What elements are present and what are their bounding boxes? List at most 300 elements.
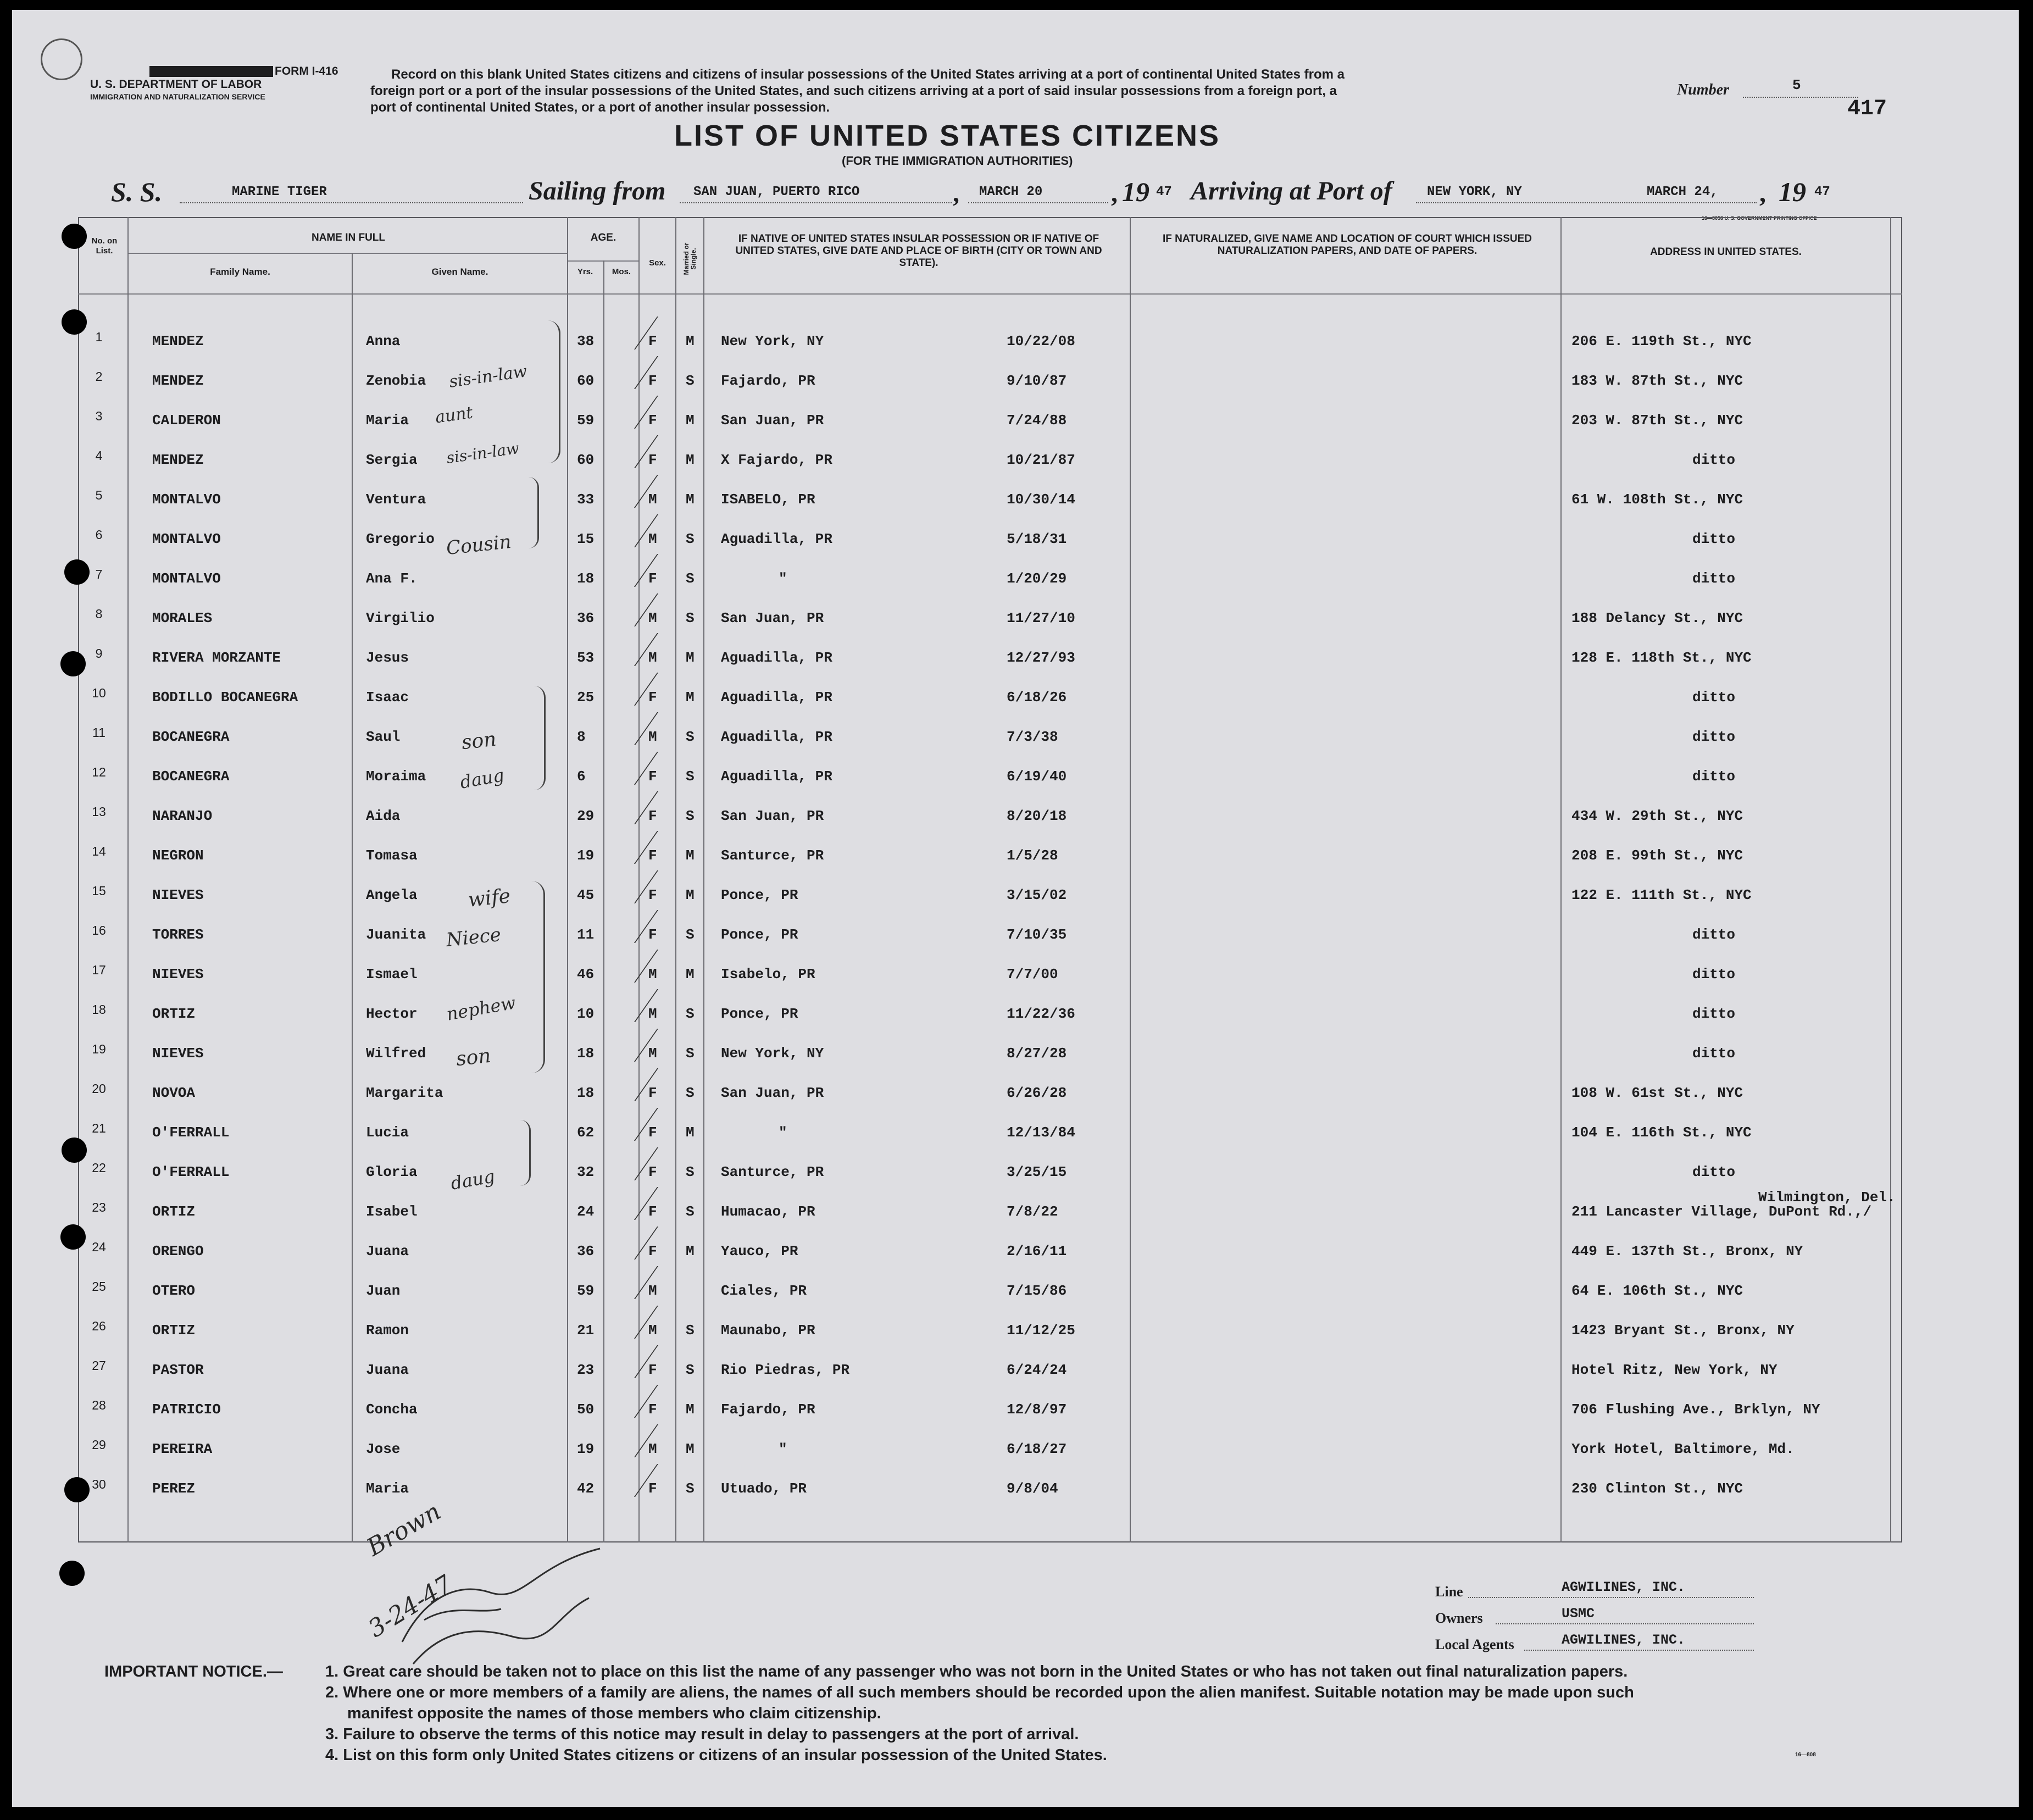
notice-item-4: 4. List on this form only United States citizens or citizens of an insular possession of the United States. (325, 1746, 1107, 1764)
table-row (12, 923, 2019, 943)
birth-place: ISABELO, PR (721, 491, 815, 508)
family-name: MONTALVO (152, 531, 221, 547)
notice-item-1: 1. Great care should be taken not to place on this list the name of any passenger who was not born in the United States or who has not taken out final naturalization papers. (325, 1663, 1628, 1680)
age-years: 36 (577, 610, 595, 626)
birth-date: 11/27/10 (1007, 610, 1075, 626)
row-number: 12 (92, 765, 106, 779)
row-number: 27 (92, 1358, 106, 1373)
table-row (12, 1358, 2019, 1378)
age-years: 10 (577, 1006, 595, 1022)
handwritten-note: nephew (445, 992, 518, 1025)
sex: M (648, 1441, 657, 1457)
row-number: 6 (95, 528, 103, 542)
birth-date: 6/18/27 (1007, 1441, 1067, 1457)
given-name: Isabel (366, 1203, 418, 1220)
us-address: 188 Delancy St., NYC (1571, 610, 1743, 626)
family-name: NIEVES (152, 887, 204, 903)
sex: M (648, 1006, 657, 1022)
sex: M (648, 650, 657, 666)
table-row (12, 448, 2019, 468)
notice-item-2: 2. Where one or more members of a family are aliens, the names of all such members should be recorded upon the alien manifest. Suitable notation may be made upon such (325, 1684, 1634, 1701)
age-years: 15 (577, 531, 595, 547)
handwritten-note: aunt (434, 403, 474, 428)
line-value: AGWILINES, INC. (1562, 1579, 1686, 1595)
circled-mark (41, 38, 82, 80)
family-name: MORALES (152, 610, 213, 626)
family-name: NOVOA (152, 1085, 196, 1101)
row-number: 26 (92, 1319, 106, 1333)
department: U. S. DEPARTMENT OF LABOR (90, 78, 262, 91)
sex: F (648, 1085, 657, 1101)
punch-hole (59, 1561, 85, 1586)
arrival-year-prefix: 19 (1779, 176, 1806, 207)
row-number: 23 (92, 1200, 106, 1214)
table-row (12, 1477, 2019, 1497)
bracket-mark (520, 1120, 531, 1186)
family-name: ORENGO (152, 1243, 204, 1259)
table-row (12, 330, 2019, 349)
row-number: 18 (92, 1002, 106, 1017)
table-row (12, 1240, 2019, 1259)
given-name: Ventura (366, 491, 426, 508)
handwritten-note: son (455, 1044, 492, 1071)
birth-date: 12/13/84 (1007, 1124, 1075, 1141)
marital-status: M (686, 491, 695, 508)
given-name: Wilfred (366, 1045, 426, 1062)
marital-status: S (686, 373, 695, 389)
row-number: 1 (95, 330, 103, 344)
given-name: Isaac (366, 689, 409, 706)
birth-date: 3/15/02 (1007, 887, 1067, 903)
bracket-mark (548, 320, 560, 463)
age-years: 62 (577, 1124, 595, 1141)
row-number: 11 (92, 725, 105, 740)
sex: F (648, 1243, 657, 1259)
us-address: 449 E. 137th St., Bronx, NY (1571, 1243, 1803, 1259)
given-name: Juana (366, 1243, 409, 1259)
birth-place: Fajardo, PR (721, 1401, 815, 1418)
local-agents-value: AGWILINES, INC. (1562, 1632, 1686, 1648)
sex: F (648, 1203, 657, 1220)
us-address: 108 W. 61st St., NYC (1571, 1085, 1743, 1101)
birth-date: 9/8/04 (1007, 1480, 1058, 1497)
us-address: ditto (1692, 1045, 1736, 1062)
footer-code: 16—808 (1795, 1752, 1816, 1758)
marital-status: M (686, 650, 695, 666)
ss-label: S. S. (111, 176, 163, 207)
birth-date: 10/30/14 (1007, 491, 1075, 508)
marital-status: S (686, 926, 695, 943)
notice-item-3: 3. Failure to observe the terms of this notice may result in delay to passengers at the port of arrival. (325, 1725, 1079, 1743)
manifest-sheet (12, 10, 2019, 1807)
marital-status: M (686, 333, 695, 349)
signature-scribble (391, 1532, 611, 1675)
sex: M (648, 1322, 657, 1339)
birth-place: San Juan, PR (721, 1085, 824, 1101)
col-header-name-in-full: NAME IN FULL (311, 232, 386, 243)
birth-place: Humacao, PR (721, 1203, 815, 1220)
marital-status: M (686, 847, 695, 864)
us-address: 61 W. 108th St., NYC (1571, 491, 1743, 508)
marital-status: M (686, 1124, 695, 1141)
owners-underline (1496, 1623, 1754, 1624)
birth-date: 8/20/18 (1007, 808, 1067, 824)
given-name: Saul (366, 729, 401, 745)
sex: F (648, 1164, 657, 1180)
table-row (12, 1200, 2019, 1220)
bracket-mark (531, 881, 545, 1073)
form-label: FORM I-416 (275, 65, 338, 77)
birth-date: 3/25/15 (1007, 1164, 1067, 1180)
us-address: 128 E. 118th St., NYC (1571, 650, 1752, 666)
birth-place: Utuado, PR (721, 1480, 807, 1497)
birth-place: Santurce, PR (721, 1164, 824, 1180)
family-name: MONTALVO (152, 491, 221, 508)
us-address: 706 Flushing Ave., Brklyn, NY (1571, 1401, 1820, 1418)
birth-date: 1/5/28 (1007, 847, 1058, 864)
address-extra: Wilmington, Del. (1758, 1189, 1896, 1206)
family-name: PEREIRA (152, 1441, 213, 1457)
age-years: 59 (577, 412, 595, 429)
sex: F (648, 412, 657, 429)
birth-date: 1/20/29 (1007, 570, 1067, 587)
col-header-given: Given Name. (431, 267, 488, 277)
sex: M (648, 966, 657, 983)
age-years: 33 (577, 491, 595, 508)
col-header-married: Married or Single. (682, 242, 697, 275)
handwritten-note: sis-in-law (448, 362, 529, 392)
family-name: CALDERON (152, 412, 221, 429)
family-name: BODILLO BOCANEGRA (152, 689, 298, 706)
birth-date: 12/8/97 (1007, 1401, 1067, 1418)
given-name: Hector (366, 1006, 418, 1022)
age-years: 60 (577, 452, 595, 468)
age-years: 18 (577, 570, 595, 587)
instructions-line-1: Record on this blank United States citizens and citizens of insular possessions of the United States arriving at a port of continental United States from a (391, 67, 1345, 82)
birth-date: 6/24/24 (1007, 1362, 1067, 1378)
marital-status: S (686, 1164, 695, 1180)
us-address: 206 E. 119th St., NYC (1571, 333, 1752, 349)
table-row (12, 725, 2019, 745)
given-name: Maria (366, 1480, 409, 1497)
row-number: 2 (95, 369, 103, 384)
punch-hole (62, 1138, 87, 1163)
birth-date: 10/21/87 (1007, 452, 1075, 468)
birth-place: Ciales, PR (721, 1283, 807, 1299)
arriving-label: Arriving at Port of (1191, 176, 1392, 206)
col-header-age: AGE. (590, 232, 616, 243)
family-name: NIEVES (152, 1045, 204, 1062)
birth-place: " (779, 1124, 787, 1141)
birth-date: 7/7/00 (1007, 966, 1058, 983)
birth-date: 7/10/35 (1007, 926, 1067, 943)
marital-status: S (686, 768, 695, 785)
given-name: Moraima (366, 768, 426, 785)
marital-status: M (686, 887, 695, 903)
row-number: 7 (95, 567, 103, 581)
table-row (12, 765, 2019, 785)
sex: M (648, 610, 657, 626)
birth-place: New York, NY (721, 1045, 824, 1062)
marital-status: M (686, 1441, 695, 1457)
handwritten-note: wife (467, 885, 512, 912)
birth-date: 6/19/40 (1007, 768, 1067, 785)
marital-status: M (686, 1243, 695, 1259)
family-name: OTERO (152, 1283, 196, 1299)
sex: M (648, 1283, 657, 1299)
comma-1: , (953, 179, 959, 208)
table-row (12, 963, 2019, 983)
family-name: ORTIZ (152, 1322, 196, 1339)
table-row (12, 1398, 2019, 1418)
sailing-date-line (968, 202, 1108, 203)
us-address: 434 W. 29th St., NYC (1571, 808, 1743, 824)
birth-place: " (779, 570, 787, 587)
handwritten-note: daug (458, 764, 506, 793)
row-number: 4 (95, 448, 103, 463)
marital-status: S (686, 570, 695, 587)
birth-place: Ponce, PR (721, 926, 798, 943)
birth-place: New York, NY (721, 333, 824, 349)
marital-status: S (686, 610, 695, 626)
birth-place: San Juan, PR (721, 808, 824, 824)
birth-place: Ponce, PR (721, 1006, 798, 1022)
bracket-mark (529, 477, 539, 548)
col-header-address: ADDRESS IN UNITED STATES. (1650, 246, 1802, 258)
marital-status: M (686, 966, 695, 983)
age-years: 19 (577, 1441, 595, 1457)
row-number: 22 (92, 1161, 106, 1175)
handwritten-note: son (460, 728, 498, 754)
col-header-sex: Sex. (649, 258, 666, 268)
given-name: Ramon (366, 1322, 409, 1339)
birth-place: Ponce, PR (721, 887, 798, 903)
ship-name: MARINE TIGER (232, 185, 327, 199)
arrival-date: MARCH 24, (1647, 185, 1718, 199)
age-years: 29 (577, 808, 595, 824)
marital-status: S (686, 808, 695, 824)
sailing-year-prefix: 19 (1122, 176, 1149, 207)
table-row (12, 1319, 2019, 1339)
handwritten-note: sis-in-law (445, 439, 520, 468)
birth-date: 11/12/25 (1007, 1322, 1075, 1339)
marital-status: S (686, 1203, 695, 1220)
marital-status: M (686, 1401, 695, 1418)
family-name: O'FERRALL (152, 1164, 230, 1180)
number-label: Number (1677, 81, 1729, 98)
age-years: 45 (577, 887, 595, 903)
col-header-naturalized: IF NATURALIZED, GIVE NAME AND LOCATION OF COURT WHICH ISSUED NATURALIZATION PAPERS, AND DATE OF PAPERS. (1162, 233, 1532, 257)
given-name: Margarita (366, 1085, 443, 1101)
page-number: 417 (1847, 97, 1887, 121)
birth-date: 12/27/93 (1007, 650, 1075, 666)
sailing-year: 47 (1156, 185, 1172, 199)
sailing-label: Sailing from (529, 176, 666, 206)
instructions-line-2: foreign port or a port of the insular possessions of the United States, and such citizens arriving at a port of said insular possessions from a foreign port, a (370, 84, 1337, 98)
table-row (12, 567, 2019, 587)
age-years: 53 (577, 650, 595, 666)
family-name: MENDEZ (152, 373, 204, 389)
table-row (12, 1161, 2019, 1180)
family-name: PATRICIO (152, 1401, 221, 1418)
table-row (12, 1081, 2019, 1101)
birth-date: 7/8/22 (1007, 1203, 1058, 1220)
given-name: Lucia (366, 1124, 409, 1141)
service: IMMIGRATION AND NATURALIZATION SERVICE (90, 92, 265, 101)
family-name: O'FERRALL (152, 1124, 230, 1141)
us-address: 64 E. 106th St., NYC (1571, 1283, 1743, 1299)
number-line (1743, 97, 1858, 98)
birth-place: Santurce, PR (721, 847, 824, 864)
punch-hole (62, 224, 87, 249)
us-address: 230 Clinton St., NYC (1571, 1480, 1743, 1497)
row-number: 28 (92, 1398, 106, 1412)
number-value: 5 (1792, 77, 1801, 93)
col-header-no: No. on List. (91, 236, 118, 256)
handwritten-signature: 3-24-47 (363, 1569, 458, 1644)
sex: M (648, 729, 657, 745)
age-years: 21 (577, 1322, 595, 1339)
birth-place: Aguadilla, PR (721, 650, 832, 666)
age-years: 25 (577, 689, 595, 706)
age-years: 42 (577, 1480, 595, 1497)
line-underline (1468, 1597, 1754, 1598)
birth-date: 5/18/31 (1007, 531, 1067, 547)
given-name: Virgilio (366, 610, 435, 626)
family-name: ORTIZ (152, 1006, 196, 1022)
family-name: MENDEZ (152, 333, 204, 349)
given-name: Juana (366, 1362, 409, 1378)
local-agents-underline (1524, 1650, 1754, 1651)
age-years: 11 (577, 926, 595, 943)
age-years: 59 (577, 1283, 595, 1299)
row-number: 14 (92, 844, 106, 858)
us-address: 183 W. 87th St., NYC (1571, 373, 1743, 389)
us-address: 211 Lancaster Village, DuPont Rd.,/ (1571, 1203, 1872, 1220)
given-name: Zenobia (366, 373, 426, 389)
age-years: 38 (577, 333, 595, 349)
us-address: ditto (1692, 531, 1736, 547)
birth-place: Yauco, PR (721, 1243, 798, 1259)
col-header-yrs: Yrs. (577, 267, 593, 276)
given-name: Anna (366, 333, 401, 349)
sailing-date: MARCH 20 (979, 185, 1043, 199)
col-header-native: IF NATIVE OF UNITED STATES INSULAR POSSESSION OR IF NATIVE OF UNITED STATES, GIVE DATE AND PLACE OF BIRTH (CITY OR TOWN AND STATE). (735, 233, 1102, 269)
birth-place: Aguadilla, PR (721, 689, 832, 706)
punch-hole (64, 559, 90, 585)
sex: M (648, 531, 657, 547)
marital-status: S (686, 729, 695, 745)
ship-line (180, 202, 523, 203)
birth-place: X Fajardo, PR (721, 452, 832, 468)
notice-item-2-cont: manifest opposite the names of those members who claim citizenship. (347, 1705, 881, 1722)
us-address: 1423 Bryant St., Bronx, NY (1571, 1322, 1795, 1339)
marital-status: M (686, 452, 695, 468)
redacted-bar (149, 66, 273, 77)
age-years: 46 (577, 966, 595, 983)
handwritten-signature: Brown (362, 1497, 446, 1562)
given-name: Jose (366, 1441, 401, 1457)
us-address: ditto (1692, 966, 1736, 983)
birth-date: 8/27/28 (1007, 1045, 1067, 1062)
marital-status: M (686, 689, 695, 706)
given-name: Gregorio (366, 531, 435, 547)
age-years: 19 (577, 847, 595, 864)
us-address: ditto (1692, 1006, 1736, 1022)
row-number: 21 (92, 1121, 106, 1135)
sex: F (648, 1124, 657, 1141)
birth-place: San Juan, PR (721, 412, 824, 429)
given-name: Concha (366, 1401, 418, 1418)
printing-office: 16—8058 U. S. GOVERNMENT PRINTING OFFICE (1702, 215, 1817, 221)
us-address: 104 E. 116th St., NYC (1571, 1124, 1752, 1141)
row-number: 15 (92, 884, 106, 898)
page-subtitle: (FOR THE IMMIGRATION AUTHORITIES) (842, 154, 1073, 168)
us-address: ditto (1692, 926, 1736, 943)
us-address: Hotel Ritz, New York, NY (1571, 1362, 1778, 1378)
row-number: 19 (92, 1042, 106, 1056)
arrival-port: NEW YORK, NY (1427, 185, 1522, 199)
age-years: 6 (577, 768, 586, 785)
sex: F (648, 808, 657, 824)
name-subheader-rule (129, 253, 568, 254)
row-number: 8 (95, 607, 103, 621)
owners-value: USMC (1562, 1606, 1595, 1622)
table-row (12, 844, 2019, 864)
family-name: TORRES (152, 926, 204, 943)
family-name: MONTALVO (152, 570, 221, 587)
row-number: 13 (92, 804, 106, 819)
birth-place: Aguadilla, PR (721, 531, 832, 547)
family-name: PEREZ (152, 1480, 196, 1497)
age-years: 32 (577, 1164, 595, 1180)
birth-date: 2/16/11 (1007, 1243, 1067, 1259)
handwritten-note: Niece (445, 923, 502, 952)
notice-title: IMPORTANT NOTICE.— (104, 1663, 283, 1680)
family-name: BOCANEGRA (152, 729, 230, 745)
row-number: 25 (92, 1279, 106, 1294)
col-header-family: Family Name. (210, 267, 270, 277)
row-number: 24 (92, 1240, 106, 1254)
page-title: LIST OF UNITED STATES CITIZENS (674, 119, 1220, 152)
line-label: Line (1435, 1584, 1463, 1600)
bracket-mark (534, 686, 546, 790)
sex: F (648, 887, 657, 903)
marital-status: S (686, 1006, 695, 1022)
owners-label: Owners (1435, 1610, 1483, 1626)
sailing-from-line (680, 202, 952, 203)
family-name: NIEVES (152, 966, 204, 983)
us-address: ditto (1692, 452, 1736, 468)
sex: F (648, 926, 657, 943)
instructions-line-3: port of continental United States, or a port of another insular possession. (370, 100, 830, 115)
birth-place: Fajardo, PR (721, 373, 815, 389)
us-address: 122 E. 111th St., NYC (1571, 887, 1752, 903)
given-name: Sergia (366, 452, 418, 468)
punch-hole (60, 1224, 86, 1250)
birth-place: " (779, 1441, 787, 1457)
age-years: 8 (577, 729, 586, 745)
arrival-year: 47 (1814, 185, 1830, 199)
us-address: ditto (1692, 768, 1736, 785)
sex: M (648, 1045, 657, 1062)
us-address: 208 E. 99th St., NYC (1571, 847, 1743, 864)
us-address: ditto (1692, 729, 1736, 745)
row-number: 29 (92, 1438, 106, 1452)
row-number: 20 (92, 1081, 106, 1096)
age-years: 50 (577, 1401, 595, 1418)
sex: F (648, 333, 657, 349)
